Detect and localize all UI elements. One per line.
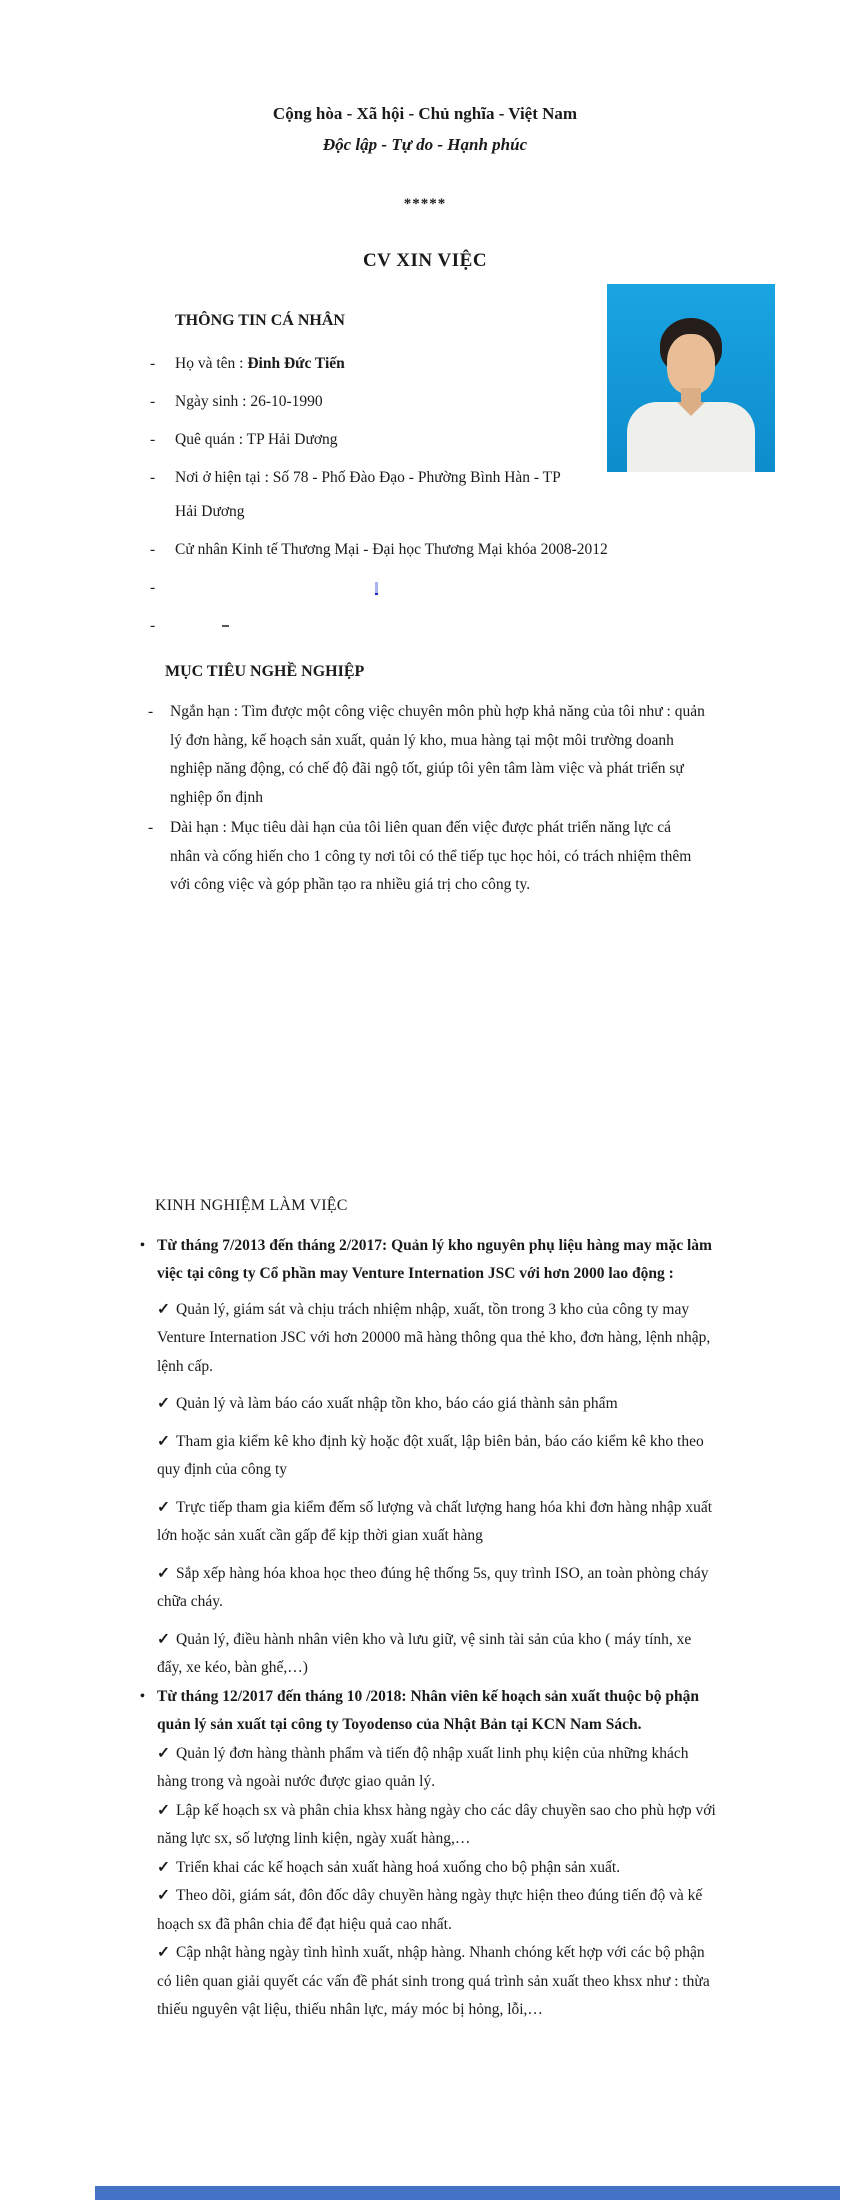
- dash-bullet: -: [150, 469, 156, 486]
- check-icon: ✓: [157, 1801, 170, 1819]
- personal-info-heading: THÔNG TIN CÁ NHÂN: [175, 312, 345, 329]
- job-2-duty-list: [157, 1740, 717, 2025]
- objective-long-term-text: Dài hạn : Mục tiêu dài hạn của tôi liên quan đến việc được phát triển năng lực cá nhân và cống hiến cho 1 công ty nơi tôi có thể tiếp tục học hỏi, có trách nhiệm thêm với công việc và góp phần tạo ra nhiều giá trị cho công ty.: [170, 819, 692, 893]
- objective-short-term-text: Ngắn hạn : Tìm được một công việc chuyên môn phù hợp khả năng của tôi như : quản lý đơn hàng, kế hoạch sản xuất, quản lý kho, mua hàng tại một môi trường doanh nghiệp năng động, có chế độ đãi ngộ tốt, giúp tôi yên tâm làm việc và phát triển sự nghiệp ổn định: [170, 703, 705, 806]
- duty-item: [157, 1797, 717, 1854]
- dash-bullet: -: [148, 819, 154, 836]
- job-1-intro-text: Từ tháng 7/2013 đến tháng 2/2017: Quản lý kho nguyên phụ liệu hàng may mặc làm việc tại công ty Cổ phần may Venture Internation JSC với hơn 2000 lao động :: [157, 1236, 712, 1282]
- check-icon: ✓: [157, 1630, 170, 1648]
- work-experience-heading: KINH NGHIỆM LÀM VIỆC: [155, 1196, 348, 1214]
- bottom-blue-bar: [95, 2186, 840, 2200]
- round-bullet: •: [140, 1237, 145, 1253]
- duty-text: Quản lý, điều hành nhân viên kho và lưu giữ, vệ sinh tài sản của kho ( máy tính, xe đẩy, xe kéo, bàn ghế,…): [157, 1630, 692, 1676]
- duty-item: [157, 1939, 717, 2025]
- star-separator: *****: [403, 196, 447, 212]
- dash-bullet: -: [148, 703, 154, 720]
- national-motto-line2: Độc lập - Tự do - Hạnh phúc: [322, 135, 528, 154]
- job-2-intro-text: Từ tháng 12/2017 đến tháng 10 /2018: Nhân viên kế hoạch sản xuất thuộc bộ phận quản lý sản xuất tại công ty Toyodenso của Nhật Bản tại KCN Nam Sách.: [157, 1687, 700, 1733]
- redacted-row: [175, 609, 229, 643]
- page-title: CV XIN VIỆC: [362, 250, 488, 271]
- job-1-duty-list: [157, 1296, 717, 1683]
- check-icon: ✓: [157, 1858, 170, 1876]
- hometown-text: Quê quán : TP Hải Dương: [175, 431, 338, 448]
- section-career-objective: [0, 661, 850, 900]
- duty-text: Cập nhật hàng ngày tình hình xuất, nhập hàng. Nhanh chóng kết hợp với các bộ phận có liên quan giải quyết các vấn đề phát sinh trong quá trình sản xuất theo khsx như : thừa thiếu nguyên vật liệu, thiếu nhân lực, máy móc bị hỏng, lỗi,…: [157, 1944, 710, 2018]
- duty-text: Tham gia kiểm kê kho định kỳ hoặc đột xuất, lập biên bản, báo cáo kiểm kê kho theo quy định của công ty: [157, 1432, 704, 1478]
- duty-item: [157, 1428, 717, 1485]
- objective-short-term: [0, 698, 850, 812]
- dash-bullet: -: [150, 541, 156, 558]
- check-icon: ✓: [157, 1432, 170, 1450]
- job-entry-2: [0, 1683, 850, 2025]
- round-bullet: •: [140, 1688, 145, 1704]
- dash-bullet: -: [150, 579, 156, 596]
- duty-text: Lập kế hoạch sx và phân chia khsx hàng ngày cho các dây chuyền sao cho phù hợp với năng lực sx, số lượng linh kiện, ngày xuất hàng,…: [157, 1801, 716, 1847]
- birthdate-text: Ngày sinh : 26-10-1990: [175, 393, 323, 410]
- duty-item: [157, 1882, 717, 1939]
- duty-item: [157, 1626, 717, 1683]
- duty-text: Sắp xếp hàng hóa khoa học theo đúng hệ thống 5s, quy trình ISO, an toàn phòng cháy chữa cháy.: [157, 1564, 709, 1610]
- national-motto-line1: Cộng hòa - Xã hội - Chủ nghĩa - Việt Nam: [272, 104, 578, 123]
- check-icon: ✓: [157, 1395, 170, 1412]
- list-item-redacted-1: [0, 571, 850, 605]
- job-2-intro: [0, 1683, 850, 1740]
- dash-bullet: -: [150, 355, 156, 372]
- duty-item: [157, 1560, 717, 1617]
- dash-bullet: -: [150, 393, 156, 410]
- duty-item: [157, 1740, 717, 1797]
- name-value: Đinh Đức Tiến: [247, 355, 345, 372]
- career-objective-list: [0, 698, 850, 900]
- duty-item: [157, 1296, 717, 1382]
- redacted-fragment: [222, 625, 229, 627]
- check-icon: ✓: [157, 1498, 170, 1516]
- section-work-experience: [0, 1195, 850, 2025]
- name-row: [175, 347, 345, 381]
- objective-long-term: [0, 814, 850, 900]
- duty-text: Quản lý, giám sát và chịu trách nhiệm nhập, xuất, tồn trong 3 kho của công ty may Venture Internation JSC với hơn 20000 mã hàng thông qua thẻ kho, đơn hàng, lệnh nhập, lệnh cấp.: [157, 1300, 711, 1375]
- address-text: Nơi ở hiện tại : Số 78 - Phố Đào Đạo - Phường Bình Hàn - TP Hải Dương: [175, 469, 561, 520]
- check-icon: ✓: [157, 1300, 170, 1318]
- duty-text: Theo dõi, giám sát, đôn đốc dây chuyền hàng ngày thực hiện theo đúng tiến độ và kế hoạch sx đã phân chia để đạt hiệu quả cao nhất.: [157, 1887, 703, 1933]
- redacted-row: [175, 571, 378, 605]
- check-icon: ✓: [157, 1887, 170, 1904]
- education-text: Cử nhân Kinh tế Thương Mại - Đại học Thương Mại khóa 2008-2012: [175, 541, 608, 558]
- job-entry-1: [0, 1232, 850, 1683]
- job-1-intro: [0, 1232, 850, 1289]
- duty-text: Quản lý đơn hàng thành phẩm và tiến độ nhập xuất linh phụ kiện của những khách hàng trong và ngoài nước được giao quản lý.: [157, 1744, 689, 1790]
- redacted-link[interactable]: [375, 582, 378, 595]
- dash-bullet: -: [150, 431, 156, 448]
- duty-item: [157, 1854, 717, 1883]
- photo-face-shape: [667, 334, 715, 394]
- check-icon: ✓: [157, 1744, 170, 1762]
- career-objective-heading: MỤC TIÊU NGHỀ NGHIỆP: [165, 663, 365, 680]
- list-item-redacted-2: [0, 609, 850, 643]
- duty-text: Triển khai các kế hoạch sản xuất hàng hoá xuống cho bộ phận sản xuất.: [176, 1858, 621, 1876]
- name-label: Họ và tên :: [175, 355, 248, 372]
- dash-bullet: -: [150, 617, 156, 634]
- document-header: [0, 0, 850, 273]
- duty-item: [157, 1494, 717, 1551]
- list-item-education: [0, 533, 850, 567]
- check-icon: ✓: [157, 1944, 170, 1961]
- profile-photo: [607, 284, 775, 472]
- duty-text: Quản lý và làm báo cáo xuất nhập tồn kho, báo cáo giá thành sản phẩm: [176, 1395, 618, 1412]
- check-icon: ✓: [157, 1564, 170, 1582]
- duty-text: Trực tiếp tham gia kiểm đếm số lượng và chất lượng hang hóa khi đơn hàng nhập xuất lớn hoặc sản xuất cần gấp để kịp thời gian xuất hàng: [157, 1498, 713, 1544]
- duty-item: [157, 1390, 717, 1419]
